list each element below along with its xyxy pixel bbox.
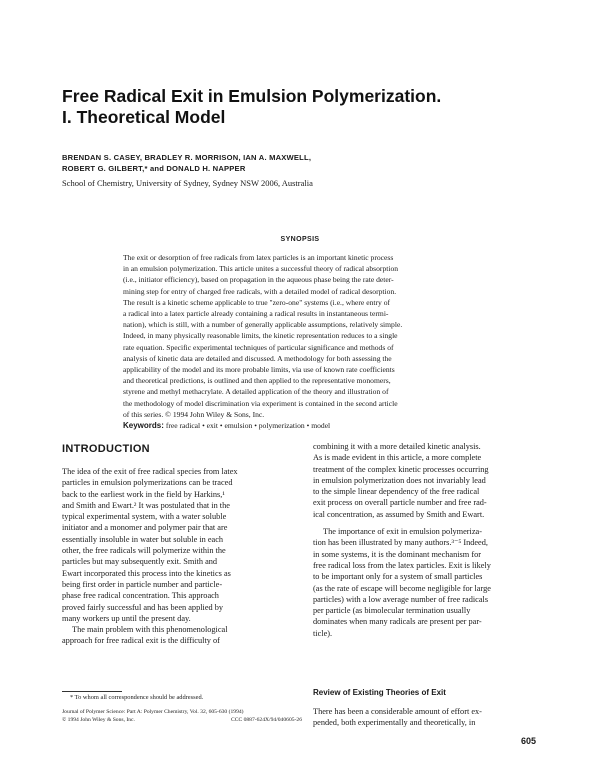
keywords-text: free radical • exit • emulsion • polymerization • model xyxy=(165,421,331,431)
authors-line-1: BRENDAN S. CASEY, BRADLEY R. MORRISON, IAN A. MAXWELL, xyxy=(62,153,312,162)
copyright: © 1994 John Wiley & Sons, Inc. xyxy=(62,717,135,723)
synopsis-line: in an emulsion polymerization. This article unites a successful theory of radical absorption xyxy=(123,264,399,274)
journal-line-1 xyxy=(62,708,302,716)
synopsis-line: of this series. © 1994 John Wiley & Sons, Inc. xyxy=(123,409,265,419)
authors-line-2: ROBERT G. GILBERT,* and DONALD H. NAPPER xyxy=(62,164,246,173)
body-line: proved fairly successful and has been applied by xyxy=(62,602,224,612)
body-line: particles in emulsion polymerizations can be traced xyxy=(62,478,233,488)
body-line: ical concentration, as assumed by Smith and Ewart. xyxy=(313,509,485,519)
body-line: approach for free radical exit is the difficulty of xyxy=(62,636,220,646)
body-line: ticle). xyxy=(313,628,333,638)
journal-citation: Journal of Polymer Science: Part A: Polymer Chemistry, Vol. 32, 605-630 (1994) xyxy=(62,709,244,715)
body-line: other, the free radicals will polymerize within the xyxy=(62,546,226,556)
introduction-left-column xyxy=(62,466,300,647)
body-line: Ewart incorporated this process into the kinetics as xyxy=(62,568,231,578)
body-line: being first order in particle number and particle- xyxy=(62,579,223,589)
introduction-right-column xyxy=(313,441,543,639)
body-line: essentially insoluble in water but soluble in each xyxy=(62,534,224,544)
body-line: typical experimental system, with a water soluble xyxy=(62,512,227,522)
review-heading: Review of Existing Theories of Exit xyxy=(313,688,446,697)
synopsis-body xyxy=(123,252,539,431)
body-line: There has been a considerable amount of effort ex- xyxy=(313,707,482,716)
author-list xyxy=(62,152,542,174)
keywords-line xyxy=(123,420,539,431)
body-line: in emulsion polymerization does not invariably lead xyxy=(313,475,486,485)
synopsis-line: applicability of the model and its more probable limits, via use of known rate coefficients xyxy=(123,365,395,375)
synopsis-line: Indeed, in many physically reasonable limits, the kinetic representation reduces to a single xyxy=(123,331,398,341)
body-line: As is made evident in this article, a more complete xyxy=(313,453,482,463)
body-line: in some systems, it is the dominant mechanism for xyxy=(313,549,481,559)
body-line: tion has been illustrated by many authors.³⁻⁵ Indeed, xyxy=(313,538,488,548)
synopsis-line: and theoretical predictions, is outlined and then applied to the representative monomers, xyxy=(123,376,391,386)
footnote-rule xyxy=(62,691,122,692)
ccc-code: CCC 0887-624X/94/040605-26 xyxy=(230,717,302,723)
body-line: many workers up until the present day. xyxy=(62,613,191,623)
body-line: particles) with a low average number of free radicals xyxy=(313,594,489,604)
title-line-2: I. Theoretical Model xyxy=(62,107,226,127)
synopsis-line: styrene and methyl methacrylate. A detailed application of the theory and illustration of xyxy=(123,387,389,397)
body-line: The idea of the exit of free radical species from latex xyxy=(62,467,238,476)
body-line: exit process on overall particle number and free rad- xyxy=(313,498,487,508)
synopsis-line: analysis of kinetic data are detailed and discussed. A methodology for both assessing the xyxy=(123,353,392,363)
article-title xyxy=(62,86,542,128)
body-line: The importance of exit in emulsion polymeriza- xyxy=(323,527,482,537)
body-line: to the simple linear dependency of the free radical xyxy=(313,487,480,497)
body-line: back to the earliest work in the field by Harkins,¹ xyxy=(62,489,225,499)
body-line: phase free radical concentration. This approach xyxy=(62,591,219,601)
synopsis-line: The exit or desorption of free radicals from latex particles is an important kinetic process xyxy=(123,253,394,262)
body-line: (as the rate of escape will become negligible for large xyxy=(313,583,491,593)
page-number: 605 xyxy=(521,736,537,746)
journal-line-2 xyxy=(62,716,302,724)
body-line: initiator and a monomer and polymer pair that are xyxy=(62,523,228,533)
body-line: combining it with a more detailed kinetic analysis. xyxy=(313,442,481,451)
introduction-heading: INTRODUCTION xyxy=(62,443,150,455)
synopsis-line: the methodology of model discrimination via experiment is contained in the second article xyxy=(123,398,398,408)
affiliation: School of Chemistry, University of Sydney, Sydney NSW 2006, Australia xyxy=(62,178,313,188)
synopsis-line: nation), which is still, with a number of generally applicable assumptions, relatively simple. xyxy=(123,320,403,330)
synopsis-line: (i.e., initiator efficiency), based on propagation in the aqueous phase being the rate deter- xyxy=(123,275,394,285)
synopsis-line: a radical into a latex particle already containing a radical results in instantaneous termi- xyxy=(123,309,389,319)
body-line: particles but may subsequently exit. Smith and xyxy=(62,557,218,567)
synopsis-line: The result is a kinetic scheme applicable to true "zero-one" systems (i.e., where entry of xyxy=(123,297,391,307)
body-line: dominates when many radicals are present per par- xyxy=(313,617,482,627)
body-line: free radical loss from the latex particles. Exit is likely xyxy=(313,560,491,570)
synopsis-heading: SYNOPSIS xyxy=(280,236,320,243)
body-line: pended, both experimentally and theoretically, in xyxy=(313,718,476,728)
journal-info xyxy=(62,708,302,724)
synopsis-line: rate equation. Specific experimental techniques of particular significance and methods of xyxy=(123,342,394,352)
body-line: to be important only for a system of small particles xyxy=(313,572,483,582)
body-line: and Smith and Ewart.² It was postulated that in the xyxy=(62,500,230,510)
body-line: per particle (as bimolecular termination usually xyxy=(313,606,471,616)
footnote: * To whom all correspondence should be addressed. xyxy=(70,694,204,701)
review-body xyxy=(313,706,543,729)
body-line: treatment of the complex kinetic processes occurring xyxy=(313,464,489,474)
synopsis-line: mining step for entry of charged free radicals, with a detailed model of radical desorption. xyxy=(123,286,397,296)
keywords-label: Keywords: xyxy=(123,421,164,431)
title-line-1: Free Radical Exit in Emulsion Polymerization. xyxy=(62,86,442,106)
body-line: The main problem with this phenomenological xyxy=(72,625,228,635)
